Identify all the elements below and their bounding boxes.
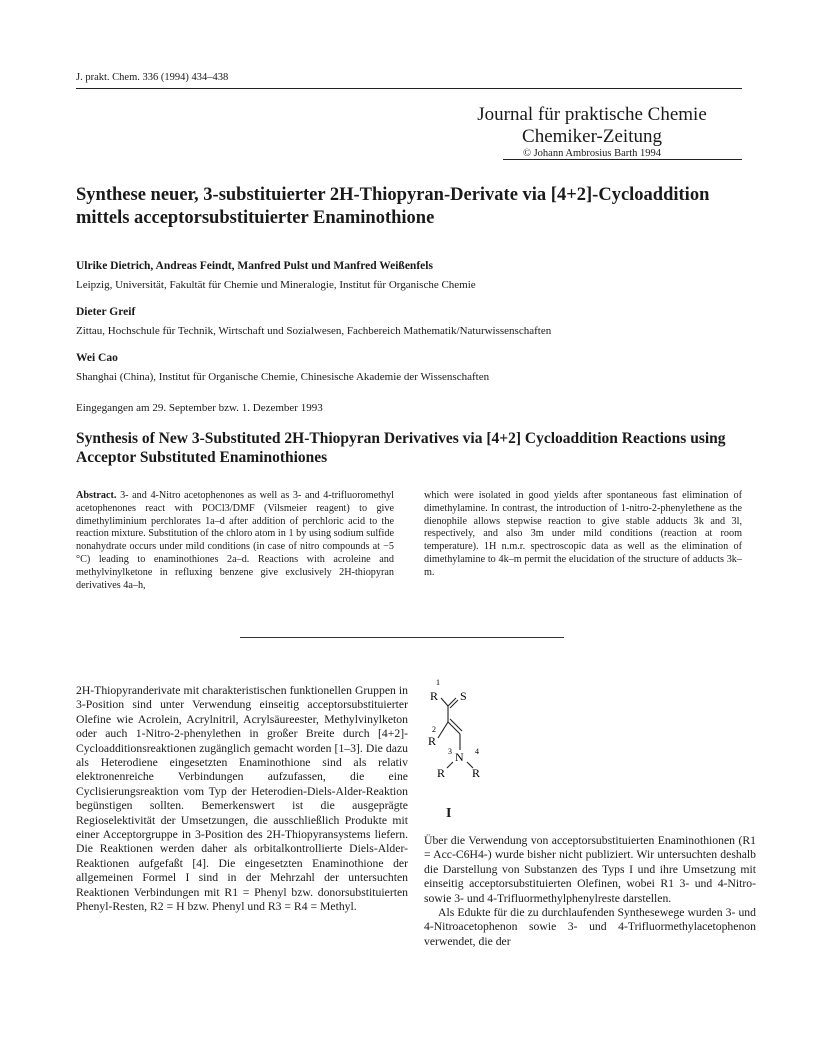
abstract-left-column — [76, 490, 394, 592]
atom-r3-number: 3 — [448, 747, 452, 756]
journal-rule — [503, 159, 742, 160]
body-left-column — [76, 684, 408, 915]
author-group-1: Ulrike Dietrich, Andreas Feindt, Manfred Pulst und Manfred Weißenfels — [76, 260, 433, 272]
journal-subtitle: Chemiker-Zeitung — [522, 126, 662, 147]
copyright: © Johann Ambrosius Barth 1994 — [522, 148, 662, 159]
bond-r1-c — [441, 698, 448, 706]
atom-r4: R — [472, 766, 481, 780]
journal-name: Journal für praktische Chemie — [477, 104, 707, 125]
affiliation-3: Shanghai (China), Institut für Organische Chemie, Chinesische Akademie der Wissenschaften — [76, 371, 490, 383]
chemical-structure-diagram — [410, 676, 520, 806]
abstract-text-left: 3- and 4-Nitro acetophenones as well as 3- and 4-trifluoromethyl acetophenones react with POCl3/DMF (Vilsmeier reagent) to give dimethyliminium perchlorates 1a–d after addition of perchloric acid to the reaction mixture. Substitution of the chloro atom in 1 by using sodium sulfide nonahydrate occurs under mild conditions (in case of nitro compounds at −5 °C) leading to enaminothiones 2a–d. Reactions with acroleine and methylvinylketone in refluxing benzene give exclusively 2H-thiopyran derivatives 4a–h, — [76, 490, 394, 591]
body-paragraph-1: 2H-Thiopyranderivate mit charakteristischen funktionellen Gruppen in 3-Position sind unter Verwendung einseitig acceptorsubstituierter Olefine wie Acrolein, Acrylnitril, Acrylsäureester, Methylvinylketon oder auch 1-Nitro-2-phenylethen in großer Breite durch [4+2]-Cycloadditionsreaktionen zugänglich gemacht worden [1–3]. Die dazu als Heterodiene eingesetzten Enaminothione sind als relativ elektronenreiche Verbindungen aufzufassen, die eine Cyclisierungsreaktion vom Typ der Heterodien-Diels-Alder-Reaktion begünstigen sollten. Bemerkenswert ist die ausgeprägte Regioselektivität der Umsetzungen, die ausschließlich Produkte mit einer Acceptorgruppe in 3-Position des 2H-Thiopyransystems liefern. Die Reaktionen werden daher als orbitalkontrollierte Diels-Alder-Reaktionen aufgefaßt [4]. Die eingesetzten Enaminothione der allgemeinen Formel I sind in der Mehrzahl der untersuchten Reaktionen Verbindungen mit R1 = Phenyl bzw. donorsubstituierten Phenyl-Resten, R2 = H bzw. Phenyl und R3 = R4 = Methyl. — [76, 684, 408, 914]
abstract-rule — [240, 637, 564, 638]
abstract-label: Abstract. — [76, 490, 117, 501]
top-rule — [76, 88, 742, 89]
bond-c-s — [448, 698, 456, 706]
bond-c2-c3-double — [450, 719, 462, 731]
structure-label: I — [446, 806, 452, 821]
atom-r4-number: 4 — [475, 747, 479, 756]
body-paragraph-3: Als Edukte für die zu durchlaufenden Synthesewege wurden 3- und 4-Nitroacetophenon sowie 3- und 4-Trifluormethylacetophenon verwendet, die der — [424, 906, 756, 948]
body-paragraph-2: Über die Verwendung von acceptorsubstituierten Enaminothionen (R1 = Acc-C6H4-) wurde bisher nicht publiziert. Wir untersuchten deshalb die Darstellung von Substanzen des Typs I und ihre Umsetzung mit einseitig acceptorsubstituierten Olefinen, wobei R1 3- und 4-Nitro- sowie 3- und 4-Trifluormethylphenylreste darstellen. — [424, 834, 756, 905]
author-group-3: Wei Cao — [76, 352, 118, 364]
author-group-2: Dieter Greif — [76, 306, 136, 318]
atom-r2: R — [428, 734, 437, 748]
body-right-column — [424, 834, 756, 949]
atom-n: N — [455, 750, 464, 764]
citation: J. prakt. Chem. 336 (1994) 434–438 — [76, 72, 229, 83]
affiliation-1: Leipzig, Universität, Fakultät für Chemie und Mineralogie, Institut für Organische Chemie — [76, 279, 476, 291]
atom-s: S — [460, 689, 467, 703]
bond-c-s-double — [450, 700, 458, 708]
atom-r3: R — [437, 766, 446, 780]
bond-n-r3 — [447, 762, 453, 768]
abstract-right-column: which were isolated in good yields after spontaneous fast elimination of dimethylamine. In contrast, the introduction of 1-nitro-2-phenylethene as the dienophile allows stepwise reaction to give stable adducts 3k and 3l, respectively, and also 3m under mild conditions (reaction at room temperature). 1H n.m.r. spectroscopic data as well as the elimination of dimethylamine to 4k–m permit the elucidation of the structure of adducts 3k–m. — [424, 490, 742, 578]
received-date: Eingegangen am 29. September bzw. 1. Dezember 1993 — [76, 402, 323, 414]
affiliation-2: Zittau, Hochschule für Technik, Wirtschaft und Sozialwesen, Fachbereich Mathematik/Naturwissenschaften — [76, 325, 552, 337]
article-title-english: Synthesis of New 3-Substituted 2H-Thiopyran Derivatives via [4+2] Cycloaddition Reactions using Acceptor Substituted Enaminothiones — [76, 430, 726, 466]
bond-c2-c3 — [448, 722, 460, 734]
atom-r2-number: 2 — [432, 725, 436, 734]
atom-r1-number: 1 — [436, 678, 440, 687]
article-title-german: Synthese neuer, 3-substituierter 2H-Thiopyran-Derivate via [4+2]-Cycloaddition mittels acceptorsubstituierter Enaminothione — [76, 185, 710, 228]
atom-r1: R — [430, 689, 439, 703]
bond-r2-c2 — [438, 722, 448, 738]
